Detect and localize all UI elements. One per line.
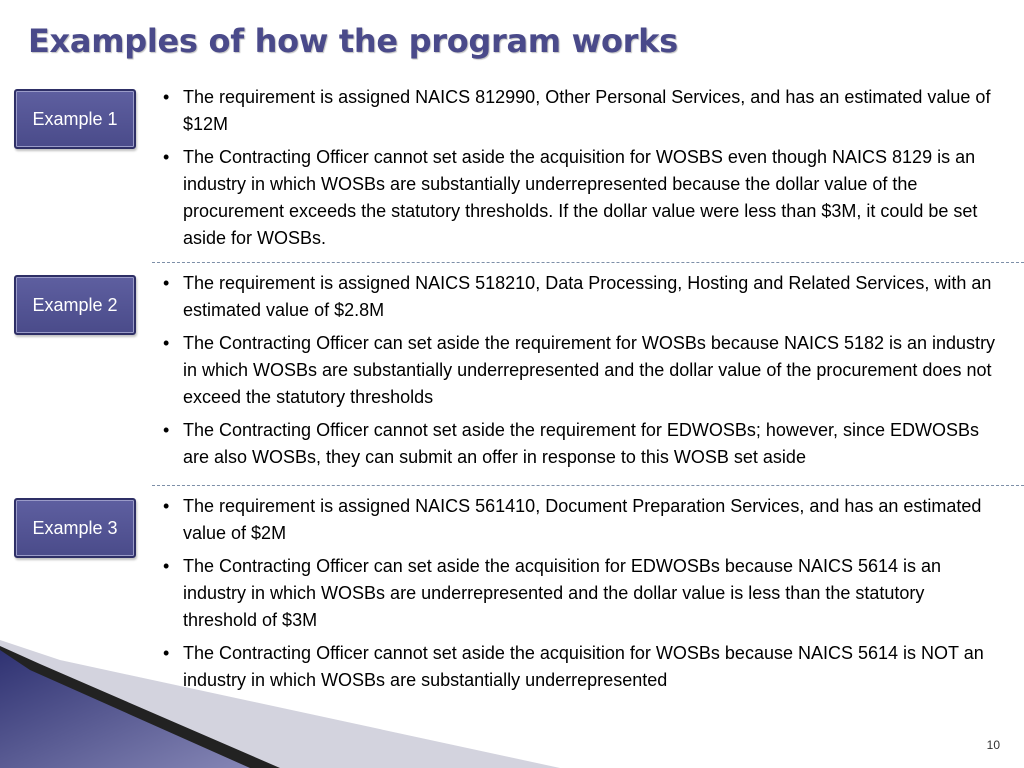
list-item: • The Contracting Officer cannot set aside the requirement for EDWOSBs; however, since EDWOSBs are also WOSBs, they can submit an offer in response to this WOSB set aside [163,417,1003,471]
bullet-icon: • [163,87,170,107]
list-item: • The requirement is assigned NAICS 812990, Other Personal Services, and has an estimated value of $12M [163,84,1003,138]
page-number: 10 [986,738,1000,752]
bullet-icon: • [163,147,170,167]
bullet-icon: • [163,420,170,440]
bullet-icon: • [163,273,170,293]
example-3-badge: Example 3 [14,498,136,558]
example-2-content [163,270,1003,477]
dashed-divider [152,485,1024,486]
bullet-icon: • [163,643,170,663]
list-item: • The Contracting Officer cannot set aside the acquisition for WOSBs because NAICS 5614 is NOT an industry in which WOSBs are substantially underrepresented [163,640,1003,694]
example-1-badge: Example 1 [14,89,136,149]
bullet-icon: • [163,556,170,576]
decorative-swoosh [0,640,1024,768]
list-item: • The requirement is assigned NAICS 561410, Document Preparation Services, and has an estimated value of $2M [163,493,1003,547]
bullet-icon: • [163,333,170,353]
list-item: • The Contracting Officer cannot set aside the acquisition for WOSBS even though NAICS 8129 is an industry in which WOSBs are substantially underrepresented because the dollar value of the procurement exceeds the statutory thresholds. If the dollar value were less than $3M, it could be set aside for WOSBs. [163,144,1003,252]
dashed-divider [152,262,1024,263]
example-2-badge: Example 2 [14,275,136,335]
example-1-content [163,84,1003,258]
slide-title: Examples of how the program works [28,22,678,60]
bullet-icon: • [163,496,170,516]
list-item: • The Contracting Officer can set aside the acquisition for EDWOSBs because NAICS 5614 is an industry in which WOSBs are underrepresented and the dollar value is less than the statutory threshold of $3M [163,553,1003,634]
list-item: • The Contracting Officer can set aside the requirement for WOSBs because NAICS 5182 is an industry in which WOSBs are substantially underrepresented and the dollar value of the procurement does not exceed the statutory thresholds [163,330,1003,411]
list-item: • The requirement is assigned NAICS 518210, Data Processing, Hosting and Related Services, with an estimated value of $2.8M [163,270,1003,324]
